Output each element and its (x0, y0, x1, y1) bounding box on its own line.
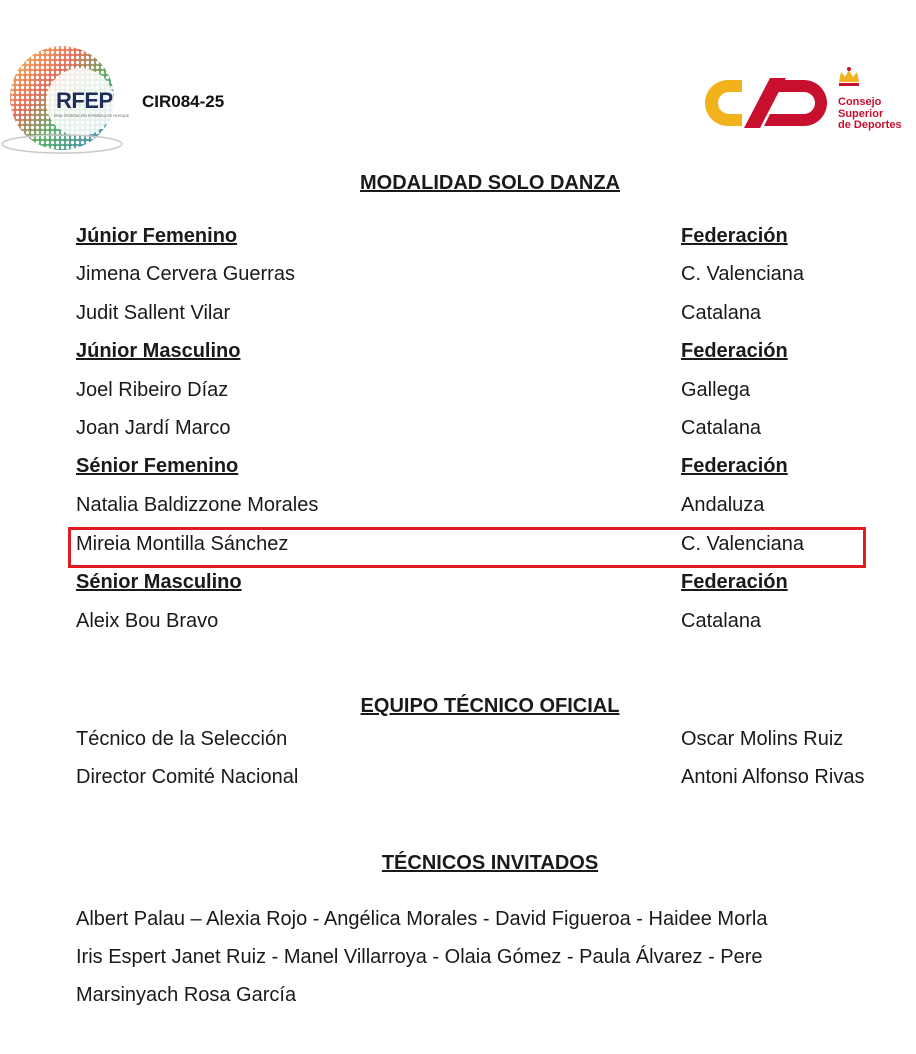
csd-logo-text (838, 97, 902, 132)
athlete-name: Aleix Bou Bravo (76, 610, 219, 632)
federation-header: Federación (681, 455, 788, 477)
athlete-row-highlighted (75, 526, 865, 562)
csd-text-line-3: de Deportes (838, 119, 902, 131)
category-header-row (75, 333, 865, 369)
section-title-invitados: TÉCNICOS INVITADOS (381, 852, 599, 874)
athlete-name: Joan Jardí Marco (76, 417, 231, 439)
athlete-name: Natalia Baldizzone Morales (76, 494, 319, 516)
athlete-row (75, 372, 865, 408)
athlete-federation: Andaluza (681, 494, 765, 516)
staff-person: Oscar Molins Ruiz (681, 728, 844, 750)
athlete-federation: Catalana (681, 302, 762, 324)
athlete-name: Mireia Montilla Sánchez (76, 533, 289, 555)
staff-row (75, 759, 865, 795)
category-label: Sénior Femenino (76, 455, 239, 477)
athlete-name: Judit Sallent Vilar (76, 302, 231, 324)
category-header-row (75, 564, 865, 600)
category-header-row (75, 218, 865, 254)
csd-text-line-2: Superior (838, 107, 884, 120)
athlete-federation: Catalana (681, 610, 762, 632)
section-title-modalidad: MODALIDAD SOLO DANZA (360, 172, 620, 194)
athlete-name: Joel Ribeiro Díaz (76, 379, 229, 401)
staff-role: Director Comité Nacional (76, 766, 299, 788)
athlete-row (75, 487, 865, 523)
federation-header: Federación (681, 225, 788, 247)
category-label: Júnior Masculino (76, 340, 241, 362)
csd-text-line-1: Consejo (838, 96, 882, 108)
rfep-logo-text: RFEP (56, 88, 113, 113)
athlete-row (75, 295, 865, 331)
crown-icon (836, 66, 862, 88)
circular-code: CIR084-25 (142, 92, 225, 111)
federation-header: Federación (681, 571, 788, 593)
staff-person: Antoni Alfonso Rivas (681, 766, 865, 788)
athlete-row (75, 410, 865, 446)
athlete-federation: C. Valenciana (681, 533, 805, 555)
athlete-federation: C. Valenciana (681, 263, 805, 285)
csd-logo-graphic (700, 70, 836, 136)
category-label: Sénior Masculino (76, 571, 242, 593)
federation-header: Federación (681, 340, 788, 362)
athlete-name: Jimena Cervera Guerras (76, 263, 295, 285)
athlete-row (75, 603, 865, 639)
athlete-federation: Catalana (681, 417, 762, 439)
staff-role: Técnico de la Selección (76, 728, 288, 750)
staff-row (75, 721, 865, 757)
rfep-logo-subtext: REAL FEDERACIÓN ESPAÑOLA DE PATINAJE (54, 114, 130, 118)
guest-coaches-list: Albert Palau – Alexia Rojo - Angélica Morales - David Figueroa - Haidee Morla Iris Espert Janet Ruiz - Manel Villarroya - Olaia Gómez - Paula Álvarez - Pere Marsinyach Rosa García (76, 908, 768, 1006)
category-label: Júnior Femenino (76, 225, 238, 247)
athlete-federation: Gallega (681, 379, 750, 401)
section-title-equipo: EQUIPO TÉCNICO OFICIAL (360, 695, 620, 717)
category-header-row (75, 448, 865, 484)
athlete-row (75, 256, 865, 292)
